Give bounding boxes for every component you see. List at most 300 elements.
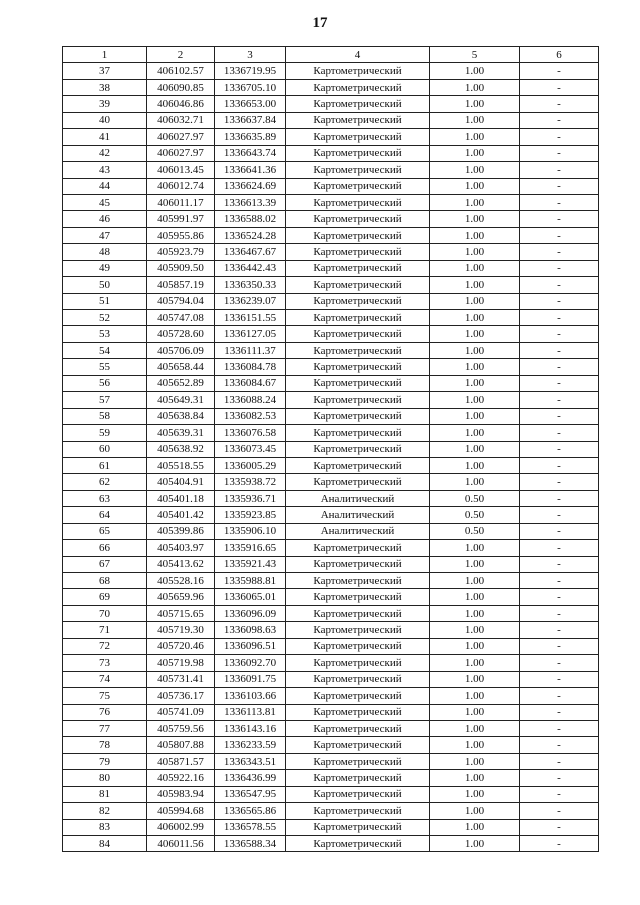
accuracy-cell: 1.00 [430,375,520,391]
table-row [63,310,599,326]
y-coordinate-cell: 1336084.78 [215,359,286,375]
point-number-cell: 43 [63,162,147,178]
x-coordinate-cell: 405728.60 [147,326,215,342]
method-cell: Картометрический [286,375,430,391]
description-cell: - [520,375,599,391]
x-coordinate-cell: 405715.65 [147,605,215,621]
y-coordinate-cell: 1336098.63 [215,622,286,638]
y-coordinate-cell: 1336092.70 [215,655,286,671]
point-number-cell: 80 [63,770,147,786]
y-coordinate-cell: 1336705.10 [215,79,286,95]
method-cell: Картометрический [286,720,430,736]
table-row [63,523,599,539]
accuracy-cell: 1.00 [430,342,520,358]
method-cell: Картометрический [286,178,430,194]
method-cell: Картометрический [286,474,430,490]
header-col-2: 2 [147,47,215,63]
accuracy-cell: 1.00 [430,359,520,375]
method-cell: Картометрический [286,540,430,556]
y-coordinate-cell: 1336239.07 [215,293,286,309]
description-cell: - [520,803,599,819]
method-cell: Картометрический [286,96,430,112]
method-cell: Картометрический [286,655,430,671]
accuracy-cell: 1.00 [430,79,520,95]
method-cell: Картометрический [286,457,430,473]
point-number-cell: 55 [63,359,147,375]
accuracy-cell: 1.00 [430,129,520,145]
accuracy-cell: 1.00 [430,112,520,128]
description-cell: - [520,671,599,687]
point-number-cell: 81 [63,786,147,802]
method-cell: Картометрический [286,211,430,227]
method-cell: Картометрический [286,671,430,687]
description-cell: - [520,260,599,276]
table-row [63,194,599,210]
x-coordinate-cell: 405759.56 [147,720,215,736]
point-number-cell: 38 [63,79,147,95]
description-cell: - [520,162,599,178]
description-cell: - [520,540,599,556]
description-cell: - [520,786,599,802]
x-coordinate-cell: 405719.98 [147,655,215,671]
table-row [63,655,599,671]
x-coordinate-cell: 405747.08 [147,310,215,326]
table-row [63,277,599,293]
table-body [63,63,599,852]
description-cell: - [520,770,599,786]
x-coordinate-cell: 405857.19 [147,277,215,293]
y-coordinate-cell: 1336076.58 [215,425,286,441]
method-cell: Картометрический [286,293,430,309]
point-number-cell: 69 [63,589,147,605]
y-coordinate-cell: 1336635.89 [215,129,286,145]
method-cell: Картометрический [286,408,430,424]
point-number-cell: 74 [63,671,147,687]
x-coordinate-cell: 406090.85 [147,79,215,95]
description-cell: - [520,342,599,358]
table-row [63,540,599,556]
method-cell: Картометрический [286,425,430,441]
accuracy-cell: 1.00 [430,474,520,490]
table-row [63,96,599,112]
x-coordinate-cell: 405994.68 [147,803,215,819]
point-number-cell: 75 [63,688,147,704]
y-coordinate-cell: 1336578.55 [215,819,286,835]
y-coordinate-cell: 1336641.36 [215,162,286,178]
accuracy-cell: 1.00 [430,573,520,589]
x-coordinate-cell: 406013.45 [147,162,215,178]
accuracy-cell: 1.00 [430,310,520,326]
description-cell: - [520,310,599,326]
header-col-4: 4 [286,47,430,63]
accuracy-cell: 1.00 [430,392,520,408]
accuracy-cell: 1.00 [430,194,520,210]
x-coordinate-cell: 406102.57 [147,63,215,79]
y-coordinate-cell: 1335936.71 [215,490,286,506]
table-row [63,770,599,786]
table-row [63,836,599,852]
description-cell: - [520,523,599,539]
point-number-cell: 62 [63,474,147,490]
table-row [63,622,599,638]
method-cell: Картометрический [286,753,430,769]
x-coordinate-cell: 406011.17 [147,194,215,210]
y-coordinate-cell: 1336442.43 [215,260,286,276]
point-number-cell: 72 [63,638,147,654]
point-number-cell: 76 [63,704,147,720]
point-number-cell: 50 [63,277,147,293]
accuracy-cell: 1.00 [430,786,520,802]
table-row [63,244,599,260]
y-coordinate-cell: 1336073.45 [215,441,286,457]
table-header [63,47,599,63]
table-row [63,490,599,506]
point-number-cell: 71 [63,622,147,638]
y-coordinate-cell: 1336233.59 [215,737,286,753]
method-cell: Картометрический [286,770,430,786]
description-cell: - [520,556,599,572]
accuracy-cell: 1.00 [430,556,520,572]
method-cell: Картометрический [286,194,430,210]
x-coordinate-cell: 405736.17 [147,688,215,704]
accuracy-cell: 0.50 [430,507,520,523]
accuracy-cell: 1.00 [430,540,520,556]
accuracy-cell: 1.00 [430,770,520,786]
accuracy-cell: 1.00 [430,688,520,704]
x-coordinate-cell: 405518.55 [147,457,215,473]
accuracy-cell: 1.00 [430,737,520,753]
method-cell: Картометрический [286,392,430,408]
point-number-cell: 63 [63,490,147,506]
point-number-cell: 41 [63,129,147,145]
point-number-cell: 44 [63,178,147,194]
point-number-cell: 56 [63,375,147,391]
y-coordinate-cell: 1336588.02 [215,211,286,227]
x-coordinate-cell: 405649.31 [147,392,215,408]
accuracy-cell: 1.00 [430,836,520,852]
y-coordinate-cell: 1335916.65 [215,540,286,556]
method-cell: Картометрический [286,638,430,654]
y-coordinate-cell: 1336151.55 [215,310,286,326]
x-coordinate-cell: 405731.41 [147,671,215,687]
table-row [63,145,599,161]
x-coordinate-cell: 405638.84 [147,408,215,424]
table-row [63,474,599,490]
header-col-6: 6 [520,47,599,63]
accuracy-cell: 1.00 [430,819,520,835]
point-number-cell: 54 [63,342,147,358]
y-coordinate-cell: 1335923.85 [215,507,286,523]
point-number-cell: 61 [63,457,147,473]
accuracy-cell: 1.00 [430,211,520,227]
point-number-cell: 78 [63,737,147,753]
point-number-cell: 48 [63,244,147,260]
header-col-5: 5 [430,47,520,63]
x-coordinate-cell: 405807.88 [147,737,215,753]
description-cell: - [520,507,599,523]
table-row [63,704,599,720]
x-coordinate-cell: 405909.50 [147,260,215,276]
x-coordinate-cell: 406046.86 [147,96,215,112]
description-cell: - [520,655,599,671]
point-number-cell: 46 [63,211,147,227]
description-cell: - [520,63,599,79]
table-row [63,178,599,194]
table-row [63,589,599,605]
description-cell: - [520,605,599,621]
table-row [63,342,599,358]
method-cell: Картометрический [286,129,430,145]
y-coordinate-cell: 1336350.33 [215,277,286,293]
method-cell: Картометрический [286,359,430,375]
y-coordinate-cell: 1335988.81 [215,573,286,589]
x-coordinate-cell: 405923.79 [147,244,215,260]
x-coordinate-cell: 405639.31 [147,425,215,441]
accuracy-cell: 1.00 [430,162,520,178]
point-number-cell: 66 [63,540,147,556]
description-cell: - [520,573,599,589]
description-cell: - [520,211,599,227]
x-coordinate-cell: 405922.16 [147,770,215,786]
y-coordinate-cell: 1336127.05 [215,326,286,342]
method-cell: Картометрический [286,836,430,852]
point-number-cell: 49 [63,260,147,276]
accuracy-cell: 1.00 [430,671,520,687]
method-cell: Картометрический [286,162,430,178]
description-cell: - [520,244,599,260]
y-coordinate-cell: 1336065.01 [215,589,286,605]
method-cell: Картометрический [286,342,430,358]
description-cell: - [520,359,599,375]
point-number-cell: 79 [63,753,147,769]
description-cell: - [520,326,599,342]
method-cell: Аналитический [286,507,430,523]
header-row [63,47,599,63]
accuracy-cell: 1.00 [430,753,520,769]
method-cell: Аналитический [286,523,430,539]
table-row [63,507,599,523]
accuracy-cell: 1.00 [430,638,520,654]
description-cell: - [520,753,599,769]
x-coordinate-cell: 405871.57 [147,753,215,769]
point-number-cell: 47 [63,227,147,243]
description-cell: - [520,408,599,424]
y-coordinate-cell: 1336719.95 [215,63,286,79]
point-number-cell: 42 [63,145,147,161]
description-cell: - [520,96,599,112]
table-row [63,556,599,572]
table-row [63,688,599,704]
y-coordinate-cell: 1336343.51 [215,753,286,769]
x-coordinate-cell: 406032.71 [147,112,215,128]
method-cell: Картометрический [286,112,430,128]
y-coordinate-cell: 1336082.53 [215,408,286,424]
coordinates-table [62,46,599,852]
description-cell: - [520,425,599,441]
description-cell: - [520,589,599,605]
method-cell: Картометрический [286,79,430,95]
table-row [63,803,599,819]
method-cell: Картометрический [286,803,430,819]
method-cell: Картометрический [286,688,430,704]
table-row [63,293,599,309]
x-coordinate-cell: 405741.09 [147,704,215,720]
description-cell: - [520,704,599,720]
point-number-cell: 52 [63,310,147,326]
accuracy-cell: 1.00 [430,589,520,605]
x-coordinate-cell: 406011.56 [147,836,215,852]
y-coordinate-cell: 1336637.84 [215,112,286,128]
accuracy-cell: 1.00 [430,178,520,194]
description-cell: - [520,79,599,95]
y-coordinate-cell: 1336096.51 [215,638,286,654]
description-cell: - [520,720,599,736]
x-coordinate-cell: 406027.97 [147,129,215,145]
description-cell: - [520,836,599,852]
table-row [63,129,599,145]
point-number-cell: 68 [63,573,147,589]
description-cell: - [520,819,599,835]
accuracy-cell: 1.00 [430,293,520,309]
y-coordinate-cell: 1335906.10 [215,523,286,539]
method-cell: Аналитический [286,490,430,506]
y-coordinate-cell: 1336088.24 [215,392,286,408]
x-coordinate-cell: 405638.92 [147,441,215,457]
point-number-cell: 82 [63,803,147,819]
method-cell: Картометрический [286,244,430,260]
x-coordinate-cell: 405955.86 [147,227,215,243]
table-row [63,671,599,687]
description-cell: - [520,638,599,654]
point-number-cell: 73 [63,655,147,671]
method-cell: Картометрический [286,605,430,621]
y-coordinate-cell: 1336005.29 [215,457,286,473]
x-coordinate-cell: 405528.16 [147,573,215,589]
description-cell: - [520,737,599,753]
x-coordinate-cell: 406012.74 [147,178,215,194]
header-col-1: 1 [63,47,147,63]
accuracy-cell: 1.00 [430,803,520,819]
accuracy-cell: 1.00 [430,227,520,243]
table-row [63,211,599,227]
accuracy-cell: 1.00 [430,622,520,638]
method-cell: Картометрический [286,622,430,638]
accuracy-cell: 1.00 [430,425,520,441]
accuracy-cell: 1.00 [430,704,520,720]
y-coordinate-cell: 1336565.86 [215,803,286,819]
method-cell: Картометрический [286,227,430,243]
accuracy-cell: 1.00 [430,96,520,112]
page-number: 17 [312,15,328,31]
accuracy-cell: 1.00 [430,277,520,293]
point-number-cell: 39 [63,96,147,112]
table-row [63,260,599,276]
x-coordinate-cell: 405991.97 [147,211,215,227]
y-coordinate-cell: 1336096.09 [215,605,286,621]
method-cell: Картометрический [286,310,430,326]
accuracy-cell: 0.50 [430,490,520,506]
y-coordinate-cell: 1336467.67 [215,244,286,260]
point-number-cell: 60 [63,441,147,457]
method-cell: Картометрический [286,573,430,589]
accuracy-cell: 1.00 [430,326,520,342]
x-coordinate-cell: 405706.09 [147,342,215,358]
description-cell: - [520,112,599,128]
table-row [63,392,599,408]
point-number-cell: 51 [63,293,147,309]
description-cell: - [520,622,599,638]
point-number-cell: 83 [63,819,147,835]
accuracy-cell: 1.00 [430,441,520,457]
x-coordinate-cell: 405652.89 [147,375,215,391]
accuracy-cell: 1.00 [430,63,520,79]
method-cell: Картометрический [286,63,430,79]
point-number-cell: 53 [63,326,147,342]
method-cell: Картометрический [286,260,430,276]
description-cell: - [520,490,599,506]
y-coordinate-cell: 1336588.34 [215,836,286,852]
accuracy-cell: 1.00 [430,260,520,276]
point-number-cell: 77 [63,720,147,736]
point-number-cell: 70 [63,605,147,621]
table-row [63,79,599,95]
y-coordinate-cell: 1336084.67 [215,375,286,391]
table-row [63,457,599,473]
method-cell: Картометрический [286,589,430,605]
method-cell: Картометрический [286,145,430,161]
table-row [63,786,599,802]
method-cell: Картометрический [286,441,430,457]
description-cell: - [520,392,599,408]
description-cell: - [520,277,599,293]
point-number-cell: 40 [63,112,147,128]
table-row [63,441,599,457]
accuracy-cell: 0.50 [430,523,520,539]
table-row [63,359,599,375]
point-number-cell: 58 [63,408,147,424]
method-cell: Картометрический [286,556,430,572]
point-number-cell: 59 [63,425,147,441]
x-coordinate-cell: 405401.18 [147,490,215,506]
x-coordinate-cell: 405658.44 [147,359,215,375]
y-coordinate-cell: 1335921.43 [215,556,286,572]
y-coordinate-cell: 1336143.16 [215,720,286,736]
point-number-cell: 45 [63,194,147,210]
x-coordinate-cell: 405404.91 [147,474,215,490]
y-coordinate-cell: 1336547.95 [215,786,286,802]
header-col-3: 3 [215,47,286,63]
description-cell: - [520,293,599,309]
x-coordinate-cell: 405399.86 [147,523,215,539]
table-row [63,227,599,243]
x-coordinate-cell: 406027.97 [147,145,215,161]
accuracy-cell: 1.00 [430,145,520,161]
point-number-cell: 65 [63,523,147,539]
y-coordinate-cell: 1336524.28 [215,227,286,243]
description-cell: - [520,688,599,704]
x-coordinate-cell: 405719.30 [147,622,215,638]
point-number-cell: 64 [63,507,147,523]
x-coordinate-cell: 405983.94 [147,786,215,802]
y-coordinate-cell: 1336643.74 [215,145,286,161]
table-row [63,162,599,178]
x-coordinate-cell: 406002.99 [147,819,215,835]
point-number-cell: 84 [63,836,147,852]
accuracy-cell: 1.00 [430,244,520,260]
description-cell: - [520,129,599,145]
y-coordinate-cell: 1336103.66 [215,688,286,704]
table-row [63,573,599,589]
